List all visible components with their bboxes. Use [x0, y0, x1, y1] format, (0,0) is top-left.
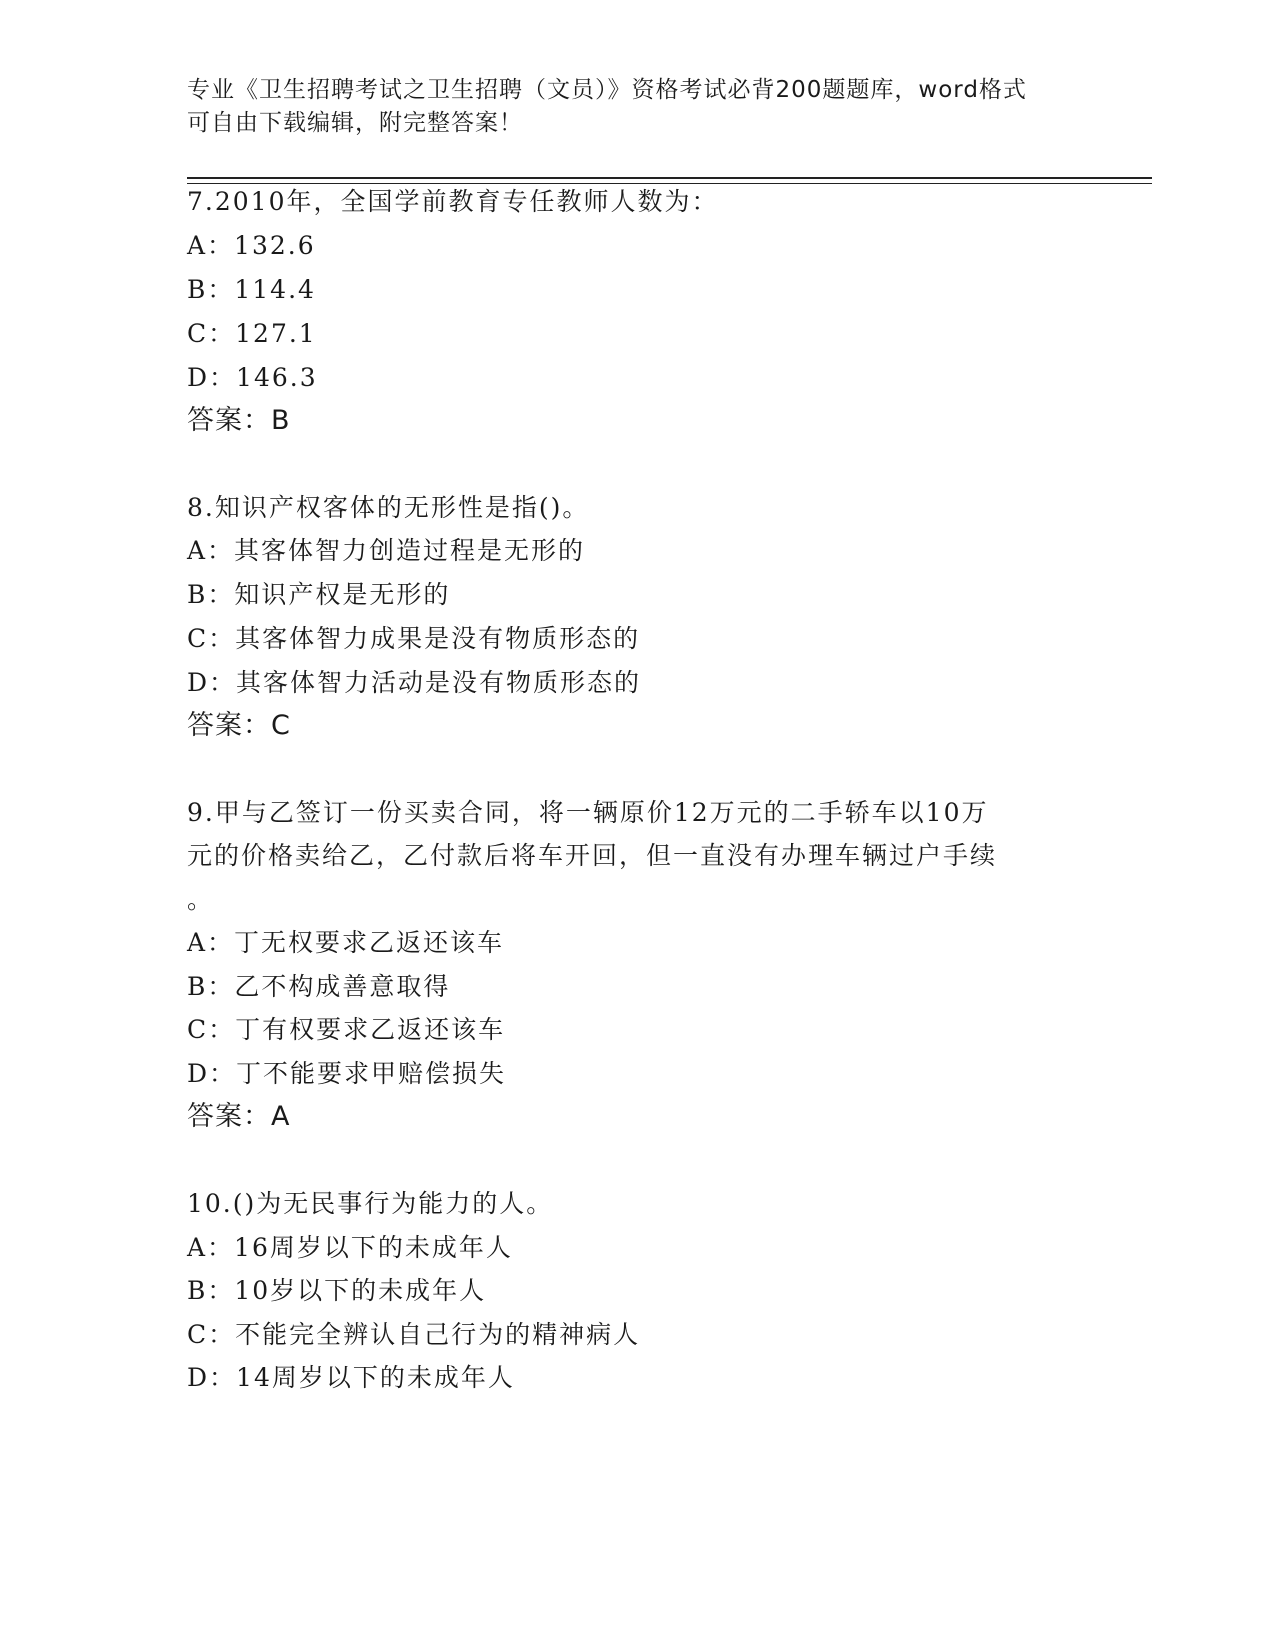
- question-9-option-a: A：丁无权要求乙返还该车: [187, 928, 505, 957]
- question-7-option-d: D：146.3: [187, 363, 318, 392]
- question-10-option-b: B：10岁以下的未成年人: [187, 1276, 487, 1305]
- question-10-option-c: C：不能完全辨认自己行为的精神病人: [187, 1320, 641, 1349]
- question-7-option-a: A：132.6: [187, 231, 316, 260]
- header-title-line-2: 可自由下载编辑，附完整答案！: [187, 110, 523, 136]
- question-10-option-a: A：16周岁以下的未成年人: [187, 1233, 513, 1262]
- header-divider-thick: [187, 177, 1152, 179]
- header-title-line-1: 专业《卫生招聘考试之卫生招聘（文员）》资格考试必背200题题库，word格式: [187, 77, 1027, 103]
- question-9-stem-line-2: 元的价格卖给乙，乙付款后将车开回，但一直没有办理车辆过户手续: [187, 841, 998, 870]
- document-header: [187, 74, 1087, 140]
- question-9-stem-line-1: 9.甲与乙签订一份买卖合同，将一辆原价12万元的二手轿车以10万: [187, 798, 989, 827]
- question-8-answer: 答案：C: [187, 710, 291, 741]
- question-9-option-c: C：丁有权要求乙返还该车: [187, 1015, 506, 1044]
- question-8-stem: 8.知识产权客体的无形性是指()。: [187, 493, 590, 522]
- question-10-stem: 10.()为无民事行为能力的人。: [187, 1189, 554, 1218]
- question-7-option-b: B：114.4: [187, 275, 316, 304]
- question-8-option-c: C：其客体智力成果是没有物质形态的: [187, 624, 641, 653]
- question-7-stem: 7.2010年，全国学前教育专任教师人数为：: [187, 187, 719, 216]
- question-8-option-a: A：其客体智力创造过程是无形的: [187, 536, 586, 565]
- question-8-option-b: B：知识产权是无形的: [187, 580, 451, 609]
- header-divider-thin: [187, 183, 1152, 184]
- question-10-option-d: D：14周岁以下的未成年人: [187, 1363, 515, 1392]
- question-9-option-d: D：丁不能要求甲赔偿损失: [187, 1059, 507, 1088]
- question-7-option-c: C：127.1: [187, 319, 317, 348]
- question-7-answer: 答案：B: [187, 405, 291, 436]
- question-9-option-b: B：乙不构成善意取得: [187, 972, 451, 1001]
- question-9-stem-line-3: 。: [187, 885, 215, 914]
- question-9-answer: 答案：A: [187, 1101, 291, 1132]
- question-8-option-d: D：其客体智力活动是没有物质形态的: [187, 668, 642, 697]
